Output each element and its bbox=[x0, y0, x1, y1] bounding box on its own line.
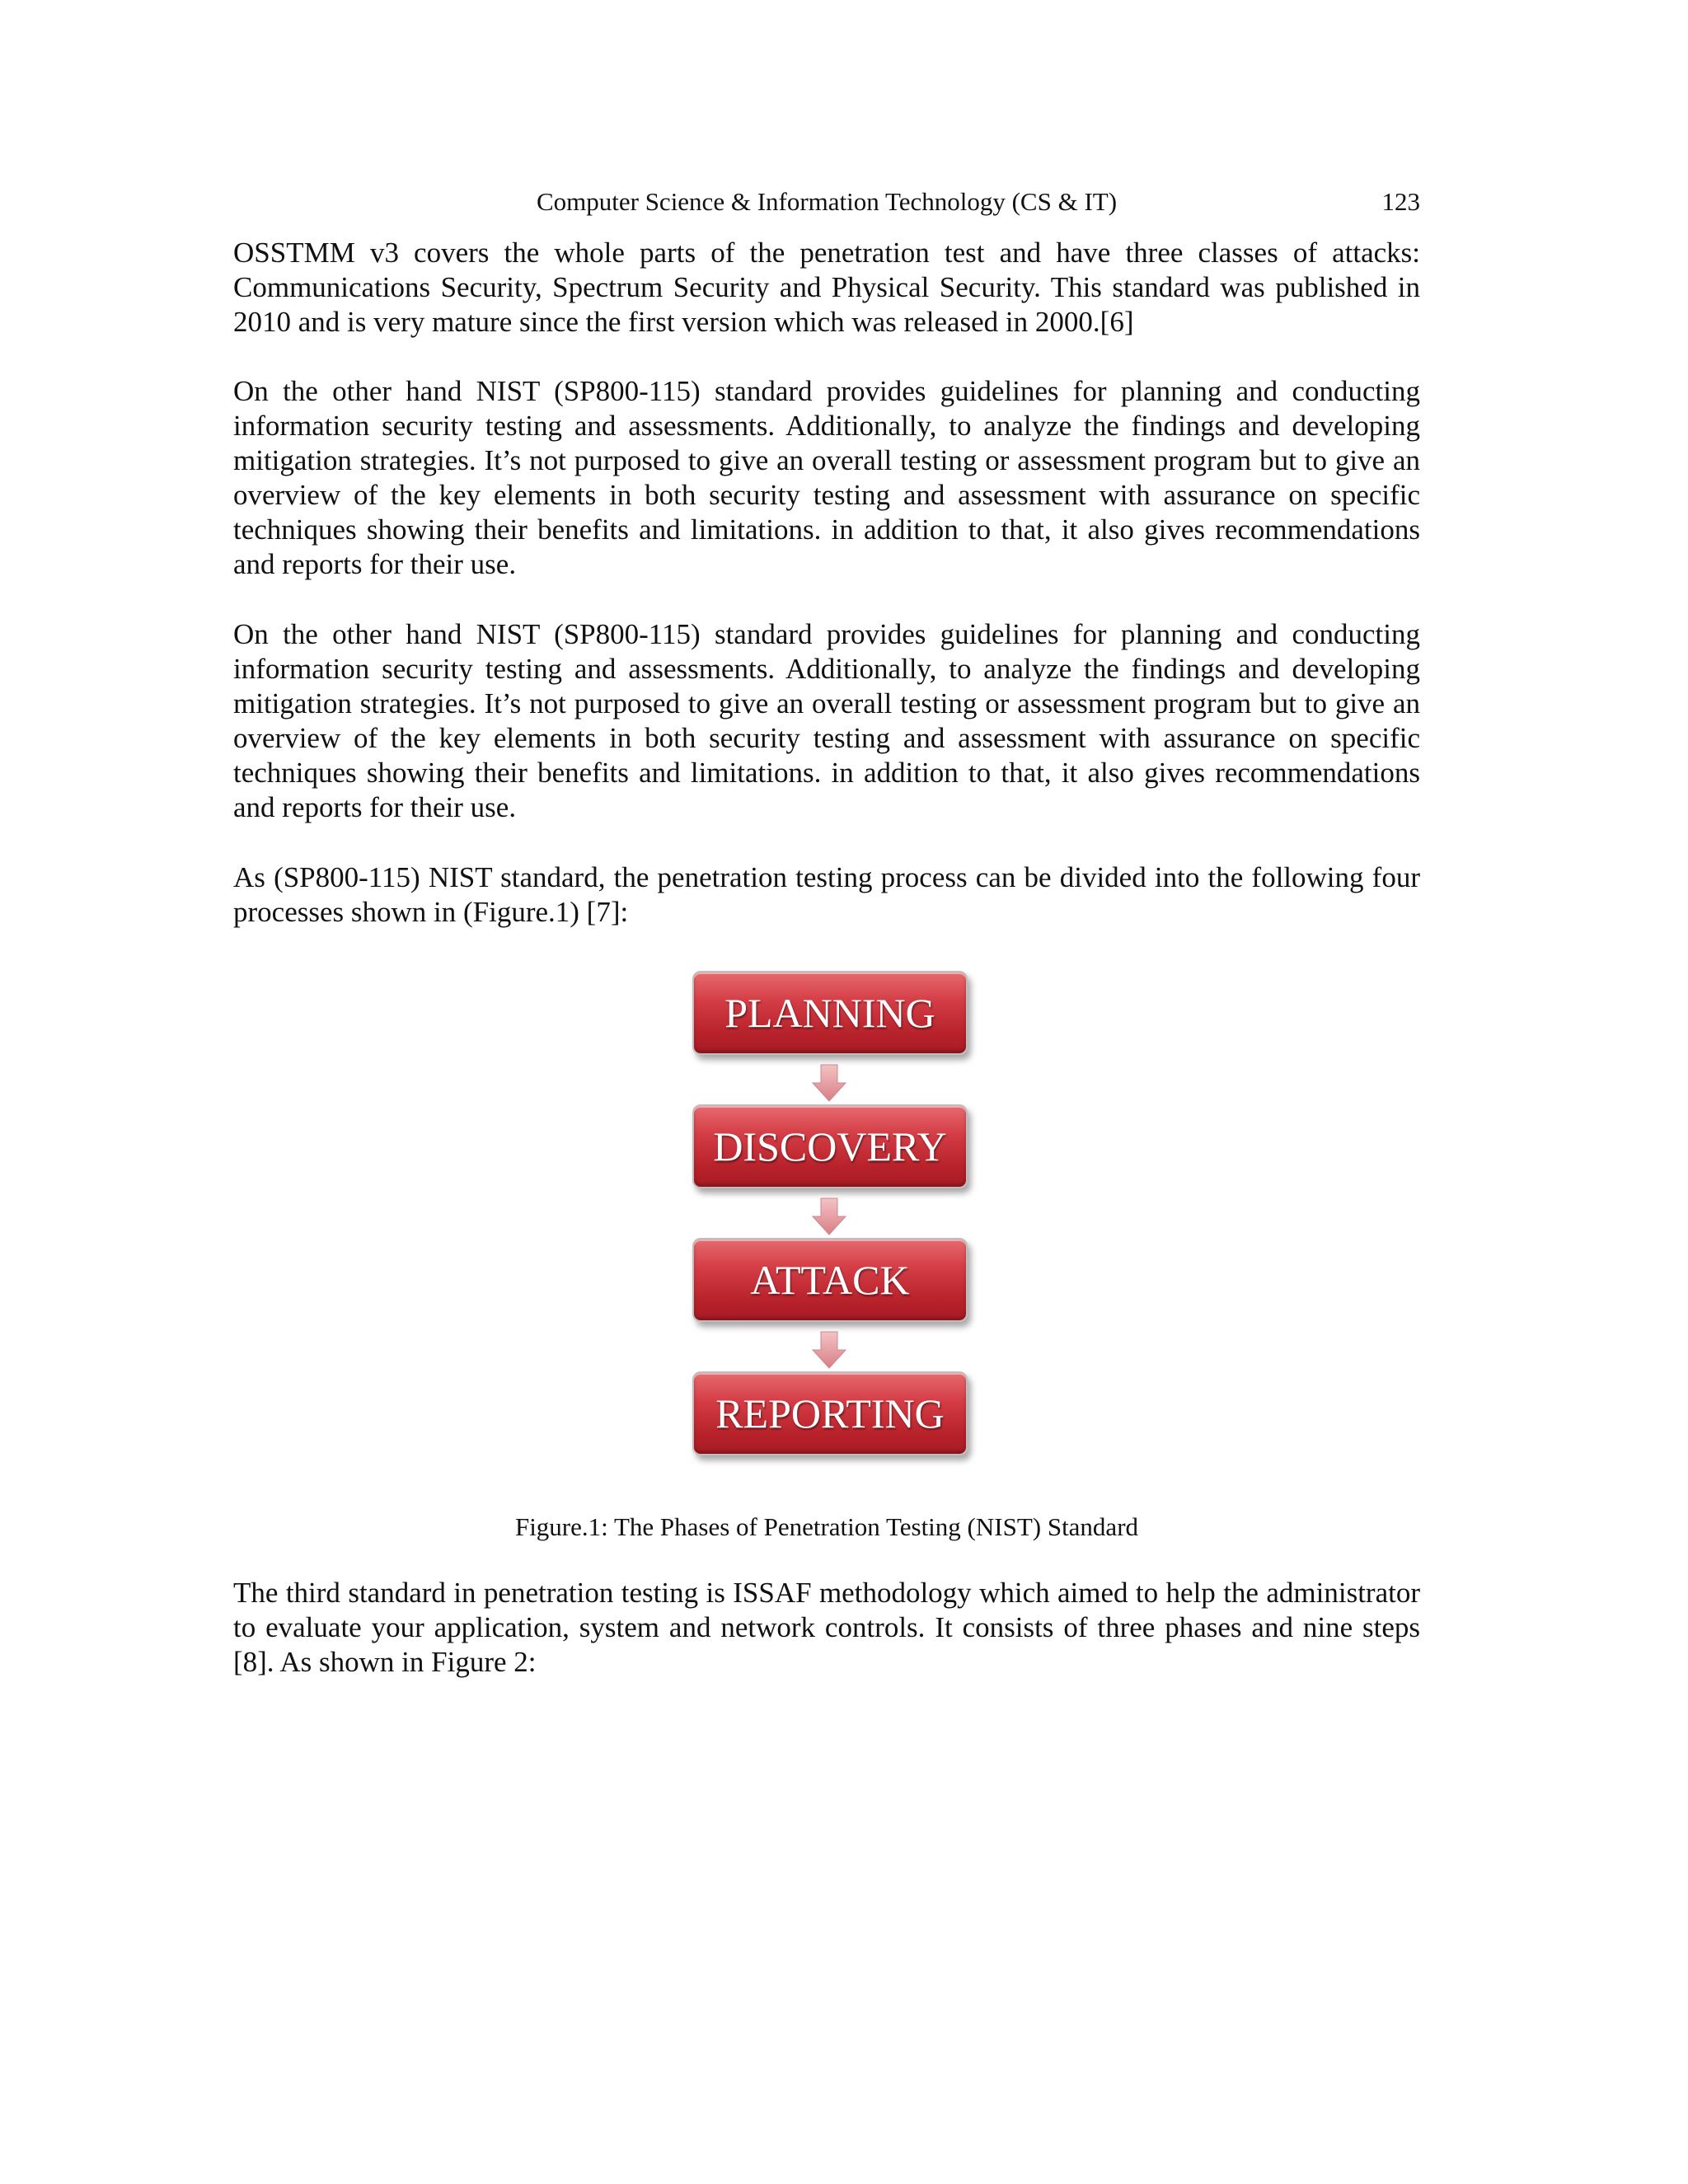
figure-caption: Figure.1: The Phases of Penetration Testing (NIST) Standard bbox=[514, 1512, 1139, 1541]
running-header bbox=[233, 183, 1420, 221]
paragraph-osstmm: OSSTMM v3 covers the whole parts of the penetration test and have three classes of attacks: Communications Security, Spectrum Security and Physical Security. This standard was published in 2010 and is very mature since the first version which was released in 2000.[6] bbox=[233, 237, 1420, 338]
paragraph-nist-1: On the other hand NIST (SP800-115) standard provides guidelines for planning and conducting information security testing and assessments. Additionally, to analyze the findings and developing mitigation strategies. It’s not purposed to give an overall testing or assessment program but to give an overview of the key elements in both security testing and assessment with assurance on specific techniques showing their benefits and limitations. in addition to that, it also gives recommendations and reports for their use. bbox=[233, 375, 1420, 580]
journal-title: Computer Science & Information Technology (CS & IT) bbox=[536, 187, 1118, 216]
figure-nist-phases bbox=[681, 971, 978, 1483]
phase-box-reporting: REPORTING bbox=[692, 1371, 968, 1455]
paragraph-issaf: The third standard in penetration testing is ISSAF methodology which aimed to help the administrator to evaluate your application, system and network controls. It consists of three phases and nine steps [8]. As shown in Figure 2: bbox=[233, 1577, 1420, 1678]
down-arrow-icon bbox=[811, 1330, 847, 1370]
paragraph-nist-process: As (SP800-115) NIST standard, the penetration testing process can be divided into the following four processes shown in (Figure.1) [7]: bbox=[233, 861, 1420, 928]
page-number: 123 bbox=[1381, 187, 1420, 216]
down-arrow-icon bbox=[811, 1197, 847, 1236]
phase-box-attack: ATTACK bbox=[692, 1238, 968, 1322]
down-arrow-icon bbox=[811, 1063, 847, 1103]
phase-box-discovery: DISCOVERY bbox=[692, 1104, 968, 1188]
phase-box-planning: PLANNING bbox=[692, 971, 968, 1055]
paragraph-nist-2: On the other hand NIST (SP800-115) standard provides guidelines for planning and conducting information security testing and assessments. Additionally, to analyze the findings and developing mitigation strategies. It’s not purposed to give an overall testing or assessment program but to give an overview of the key elements in both security testing and assessment with assurance on specific techniques showing their benefits and limitations. in addition to that, it also gives recommendations and reports for their use. bbox=[233, 618, 1420, 823]
